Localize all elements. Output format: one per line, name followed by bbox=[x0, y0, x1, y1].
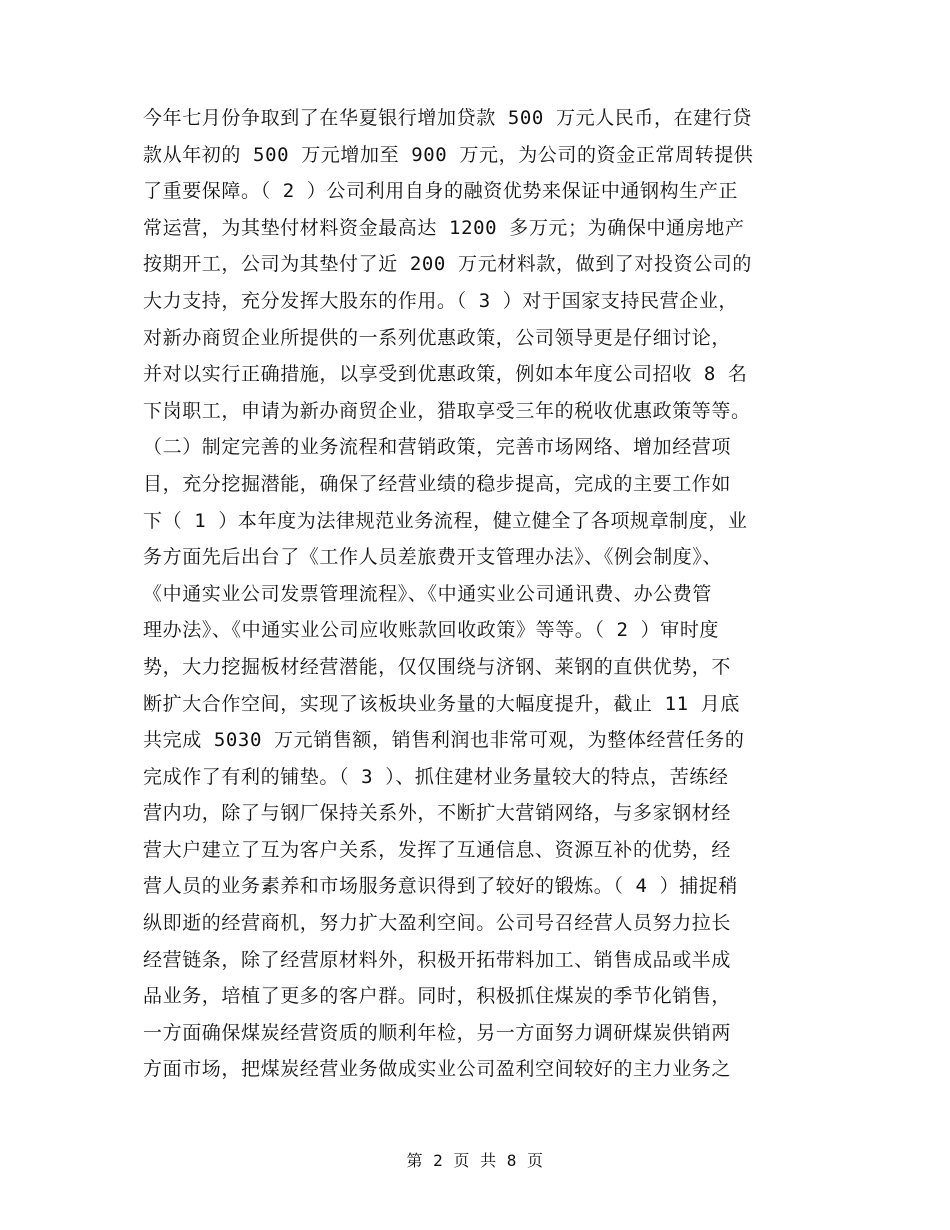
text-line: 势，大力挖掘板材经营潜能，仅仅围绕与济钢、莱钢的直供优势，不 bbox=[143, 655, 732, 678]
text-line: 一方面确保煤炭经营资质的顺利年检，另一方面努力调研煤炭供销两 bbox=[143, 1021, 732, 1044]
text-line: 了重要保障。（ 2 ）公司利用自身的融资优势来保证中通钢构生产正 bbox=[143, 180, 739, 203]
text-line: 目，充分挖掘潜能，确保了经营业绩的稳步提高，完成的主要工作如 bbox=[143, 472, 732, 495]
text-line: 对新办商贸企业所提供的一系列优惠政策，公司领导更是仔细讨论， bbox=[143, 326, 732, 349]
text-line: 大力支持，充分发挥大股东的作用。（ 3 ）对于国家支持民营企业， bbox=[143, 289, 739, 312]
text-line: 完成作了有利的铺垫。（ 3 ）、抓住建材业务量较大的特点，苦练经 bbox=[143, 765, 729, 788]
text-line: 纵即逝的经营商机，努力扩大盈利空间。公司号召经营人员努力拉长 bbox=[143, 912, 732, 935]
text-line: 品业务，培植了更多的客户群。同时，积极抓住煤炭的季节化销售， bbox=[143, 985, 732, 1008]
text-line: 按期开工，公司为其垫付了近 200 万元材料款，做到了对投资公司的 bbox=[143, 253, 752, 276]
body-text bbox=[143, 100, 803, 1088]
text-line: 并对以实行正确措施，以享受到优惠政策，例如本年度公司招收 8 名 bbox=[143, 363, 748, 386]
page-footer: 第 2 页 共 8 页 bbox=[406, 1151, 544, 1170]
text-line: 理办法》、《中通实业公司应收账款回收政策》等等。（ 2 ）审时度 bbox=[143, 619, 720, 642]
text-line: 营人员的业务素养和市场服务意识得到了较好的锻炼。（ 4 ）捕捉稍 bbox=[143, 875, 739, 898]
text-line: 方面市场，把煤炭经营业务做成实业公司盈利空间较好的主力业务之 bbox=[143, 1058, 732, 1081]
text-line: 常运营，为其垫付材料资金最高达 1200 多万元；为确保中通房地产 bbox=[143, 216, 745, 239]
text-line: 经营链条，除了经营原材料外，积极开拓带料加工、销售成品或半成 bbox=[143, 948, 732, 971]
text-line: （二）制定完善的业务流程和营销政策，完善市场网络、增加经营项 bbox=[143, 436, 732, 459]
text-line: 共完成 5030 万元销售额，销售利润也非常可观，为整体经营任务的 bbox=[143, 729, 745, 752]
text-line: 务方面先后出台了《工作人员差旅费开支管理办法》、《例会制度》、 bbox=[143, 546, 723, 569]
text-line: 《中通实业公司发票管理流程》、《中通实业公司通讯费、办公费管 bbox=[143, 582, 713, 605]
text-line: 断扩大合作空间，实现了该板块业务量的大幅度提升，截止 11 月底 bbox=[143, 692, 740, 715]
text-line: 营大户建立了互为客户关系，发挥了互通信息、资源互补的优势，经 bbox=[143, 838, 732, 861]
text-line: 下（ 1 ）本年度为法律规范业务流程，健立健全了各项规章制度，业 bbox=[143, 509, 748, 532]
text-line: 营内功，除了与钢厂保持关系外，不断扩大营销网络，与多家钢材经 bbox=[143, 802, 732, 825]
text-line: 今年七月份争取到了在华夏银行增加贷款 500 万元人民币，在建行贷 bbox=[143, 107, 752, 129]
text-line: 款从年初的 500 万元增加至 900 万元，为公司的资金正常周转提供 bbox=[143, 143, 754, 166]
text-line: 下岗职工，申请为新办商贸企业，猎取享受三年的税收优惠政策等等。 bbox=[143, 399, 751, 422]
